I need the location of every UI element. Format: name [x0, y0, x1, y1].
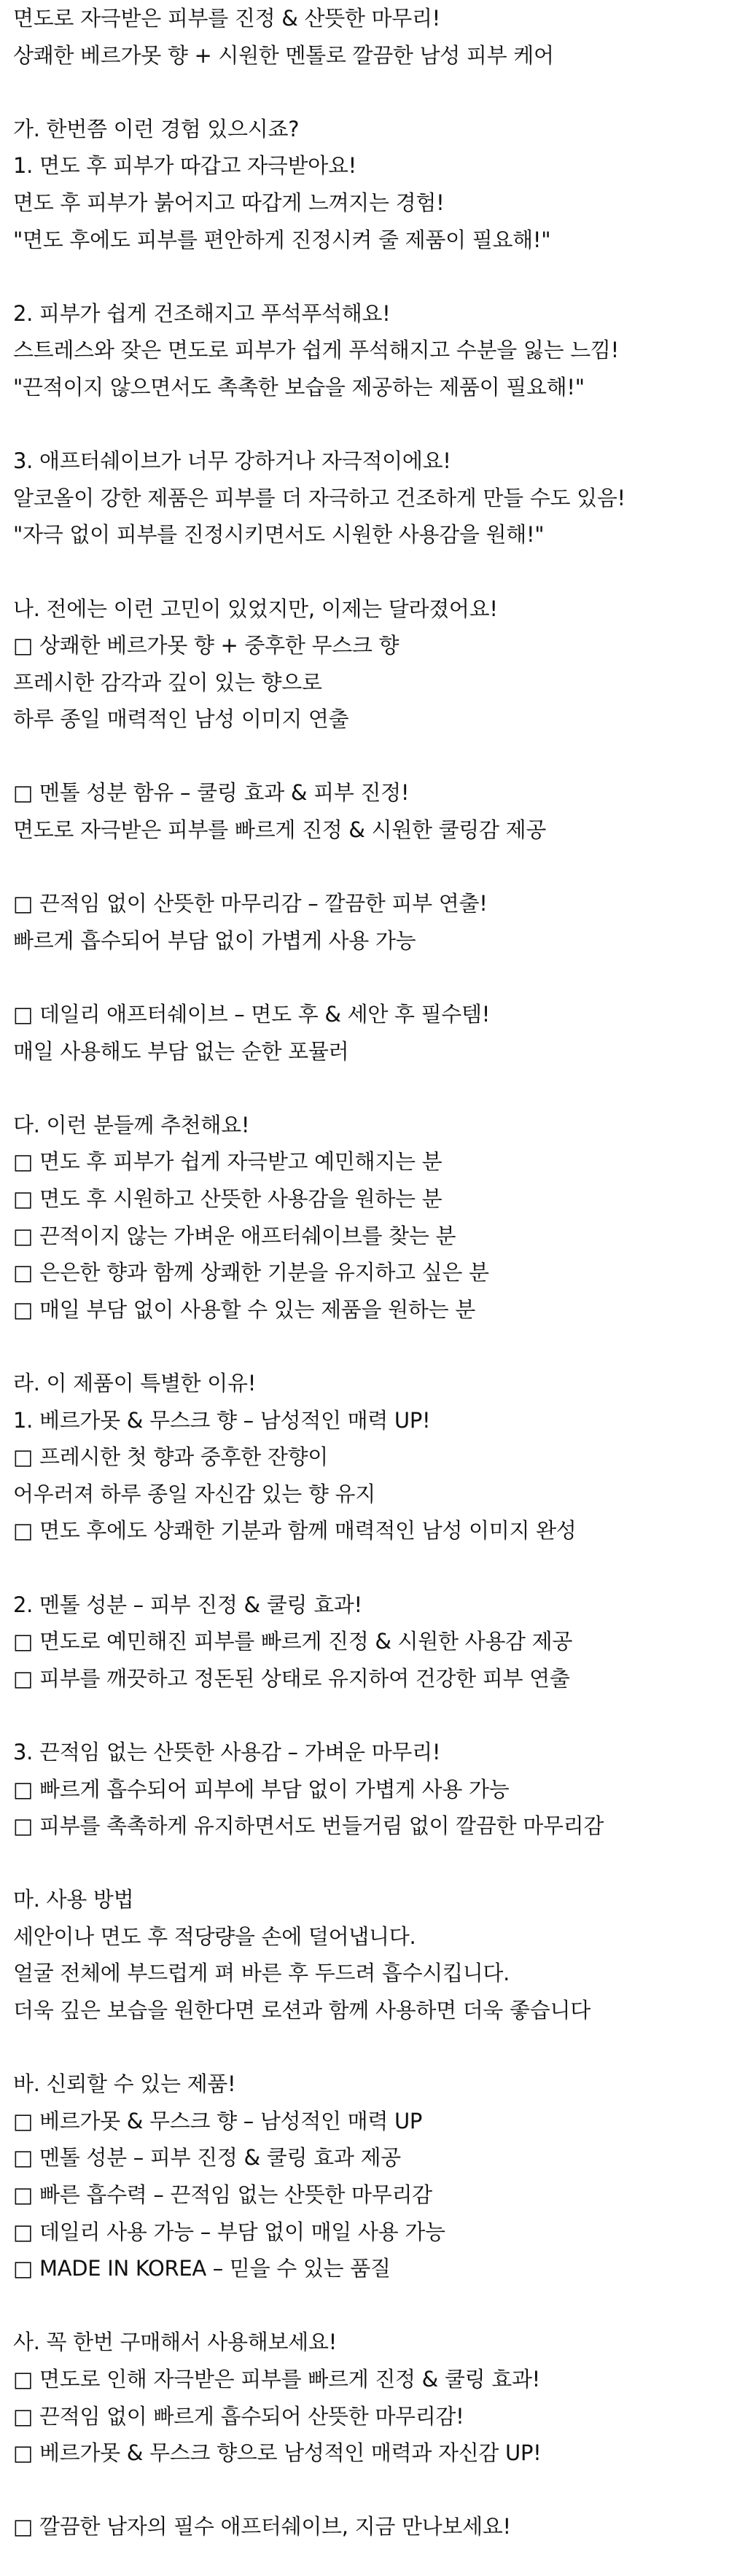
blank-line: [13, 2029, 729, 2066]
text-line: 나. 전에는 이런 고민이 있었지만, 이제는 달라졌어요!: [13, 596, 498, 621]
text-line: 하루 종일 매력적인 남성 이미지 연출: [13, 707, 349, 732]
text-line: 마. 사용 방법: [13, 1887, 134, 1912]
text-line: 가. 한번쯤 이런 경험 있으시죠?: [13, 116, 300, 141]
text-line: 2. 멘톨 성분 – 피부 진정 & 쿨링 효과!: [13, 1592, 362, 1617]
text-line: 면도로 자극받은 피부를 진정 & 산뜻한 마무리!: [13, 6, 441, 31]
text-line: □ MADE IN KOREA – 믿을 수 있는 품질: [13, 2256, 391, 2281]
text-line: "자극 없이 피부를 진정시키면서도 시원한 사용감을 원해!": [13, 522, 545, 548]
text-line: □ 깔끔한 남자의 필수 애프터쉐이브, 지금 만나보세요!: [13, 2514, 511, 2540]
text-line: 어우러져 하루 종일 자신감 있는 향 유지: [13, 1481, 375, 1506]
blank-line: [13, 2472, 729, 2509]
text-line: □ 매일 부담 없이 사용할 수 있는 제품을 원하는 분: [13, 1296, 475, 1322]
text-line: 다. 이런 분들께 추천해요!: [13, 1112, 250, 1137]
text-line: □ 끈적임 없이 빠르게 흡수되어 산뜻한 마무리감!: [13, 2403, 464, 2429]
text-line: □ 면도 후에도 상쾌한 기분과 함께 매력적인 남성 이미지 완성: [13, 1518, 577, 1544]
text-line: 1. 면도 후 피부가 따갑고 자극받아요!: [13, 153, 356, 179]
blank-line: [13, 2287, 729, 2324]
blank-line: [13, 1549, 729, 1587]
text-line: 사. 꼭 한번 구매해서 사용해보세요!: [13, 2330, 337, 2355]
blank-line: [13, 849, 729, 886]
text-line: 3. 애프터쉐이브가 너무 강하거나 자극적이에요!: [13, 448, 451, 474]
text-line: □ 피부를 깨끗하고 정돈된 상태로 유지하여 건강한 피부 연출: [13, 1665, 570, 1691]
text-line: 라. 이 제품이 특별한 이유!: [13, 1370, 257, 1396]
text-line: □ 멘톨 성분 – 피부 진정 & 쿨링 효과 제공: [13, 2145, 401, 2171]
text-line: □ 피부를 촉촉하게 유지하면서도 번들거림 없이 깔끔한 마무리감: [13, 1813, 604, 1839]
text-line: 면도로 자극받은 피부를 빠르게 진정 & 시원한 쿨링감 제공: [13, 817, 547, 843]
text-line: 2. 피부가 쉽게 건조해지고 푸석푸석해요!: [13, 300, 391, 326]
text-line: 알코올이 강한 제품은 피부를 더 자극하고 건조하게 만들 수도 있음!: [13, 485, 625, 510]
blank-line: [13, 1845, 729, 1882]
text-line: □ 빠르게 흡수되어 피부에 부담 없이 가볍게 사용 가능: [13, 1776, 510, 1802]
text-line: □ 멘톨 성분 함유 – 쿨링 효과 & 피부 진정!: [13, 780, 410, 806]
blank-line: [13, 258, 729, 295]
text-line: □ 은은한 향과 함께 상쾌한 기분을 유지하고 싶은 분: [13, 1260, 489, 1285]
blank-line: [13, 406, 729, 443]
blank-line: [13, 74, 729, 111]
text-line: □ 면도로 예민해진 피부를 빠르게 진정 & 시원한 사용감 제공: [13, 1629, 573, 1654]
text-line: □ 상쾌한 베르가못 향 + 중후한 무스크 향: [13, 633, 399, 658]
text-line: "끈적이지 않으면서도 촉촉한 보습을 제공하는 제품이 필요해!": [13, 374, 585, 400]
text-line: 프레시한 감각과 깊이 있는 향으로: [13, 669, 322, 695]
text-line: □ 빠른 흡수력 – 끈적임 없는 산뜻한 마무리감: [13, 2182, 432, 2208]
text-line: 스트레스와 잦은 면도로 피부가 쉽게 푸석해지고 수분을 잃는 느낌!: [13, 338, 619, 363]
text-line: □ 베르가못 & 무스크 향으로 남성적인 매력과 자신감 UP!: [13, 2440, 542, 2466]
text-line: □ 면도로 인해 자극받은 피부를 빠르게 진정 & 쿨링 효과!: [13, 2367, 540, 2392]
text-line: 세안이나 면도 후 적당량을 손에 덜어냅니다.: [13, 1923, 416, 1949]
text-line: 바. 신뢰할 수 있는 제품!: [13, 2071, 236, 2097]
text-line: 빠르게 흡수되어 부담 없이 가볍게 사용 가능: [13, 927, 416, 953]
blank-line: [13, 738, 729, 775]
text-line: 상쾌한 베르가못 향 + 시원한 멘톨로 깔끔한 남성 피부 케어: [13, 42, 554, 68]
text-line: "면도 후에도 피부를 편안하게 진정시켜 줄 제품이 필요해!": [13, 227, 551, 252]
blank-line: [13, 1697, 729, 1734]
text-line: □ 끈적임 없이 산뜻한 마무리감 – 깔끔한 피부 연출!: [13, 891, 488, 917]
blank-line: [13, 1328, 729, 1365]
text-line: □ 면도 후 시원하고 산뜻한 사용감을 원하는 분: [13, 1186, 443, 1211]
text-line: 면도 후 피부가 붉어지고 따갑게 느껴지는 경험!: [13, 190, 445, 215]
text-line: 얼굴 전체에 부드럽게 펴 바른 후 두드려 흡수시킵니다.: [13, 1961, 510, 1986]
text-line: □ 데일리 사용 가능 – 부담 없이 매일 사용 가능: [13, 2219, 445, 2244]
text-line: □ 베르가못 & 무스크 향 – 남성적인 매력 UP: [13, 2108, 423, 2133]
blank-line: [13, 959, 729, 996]
text-line: □ 프레시한 첫 향과 중후한 잔향이: [13, 1444, 328, 1470]
text-line: □ 끈적이지 않는 가벼운 애프터쉐이브를 찾는 분: [13, 1223, 456, 1248]
text-line: 더욱 깊은 보습을 원한다면 로션과 함께 사용하면 더욱 좋습니다: [13, 1998, 590, 2023]
text-line: □ 데일리 애프터쉐이브 – 면도 후 & 세안 후 필수템!: [13, 1002, 491, 1027]
blank-line: [13, 553, 729, 591]
text-line: 매일 사용해도 부담 없는 순한 포뮬러: [13, 1038, 349, 1064]
blank-line: [13, 1070, 729, 1107]
text-line: 1. 베르가못 & 무스크 향 – 남성적인 매력 UP!: [13, 1407, 431, 1433]
text-line: □ 면도 후 피부가 쉽게 자극받고 예민해지는 분: [13, 1149, 443, 1175]
text-line: 3. 끈적임 없는 산뜻한 사용감 – 가벼운 마무리!: [13, 1739, 441, 1764]
